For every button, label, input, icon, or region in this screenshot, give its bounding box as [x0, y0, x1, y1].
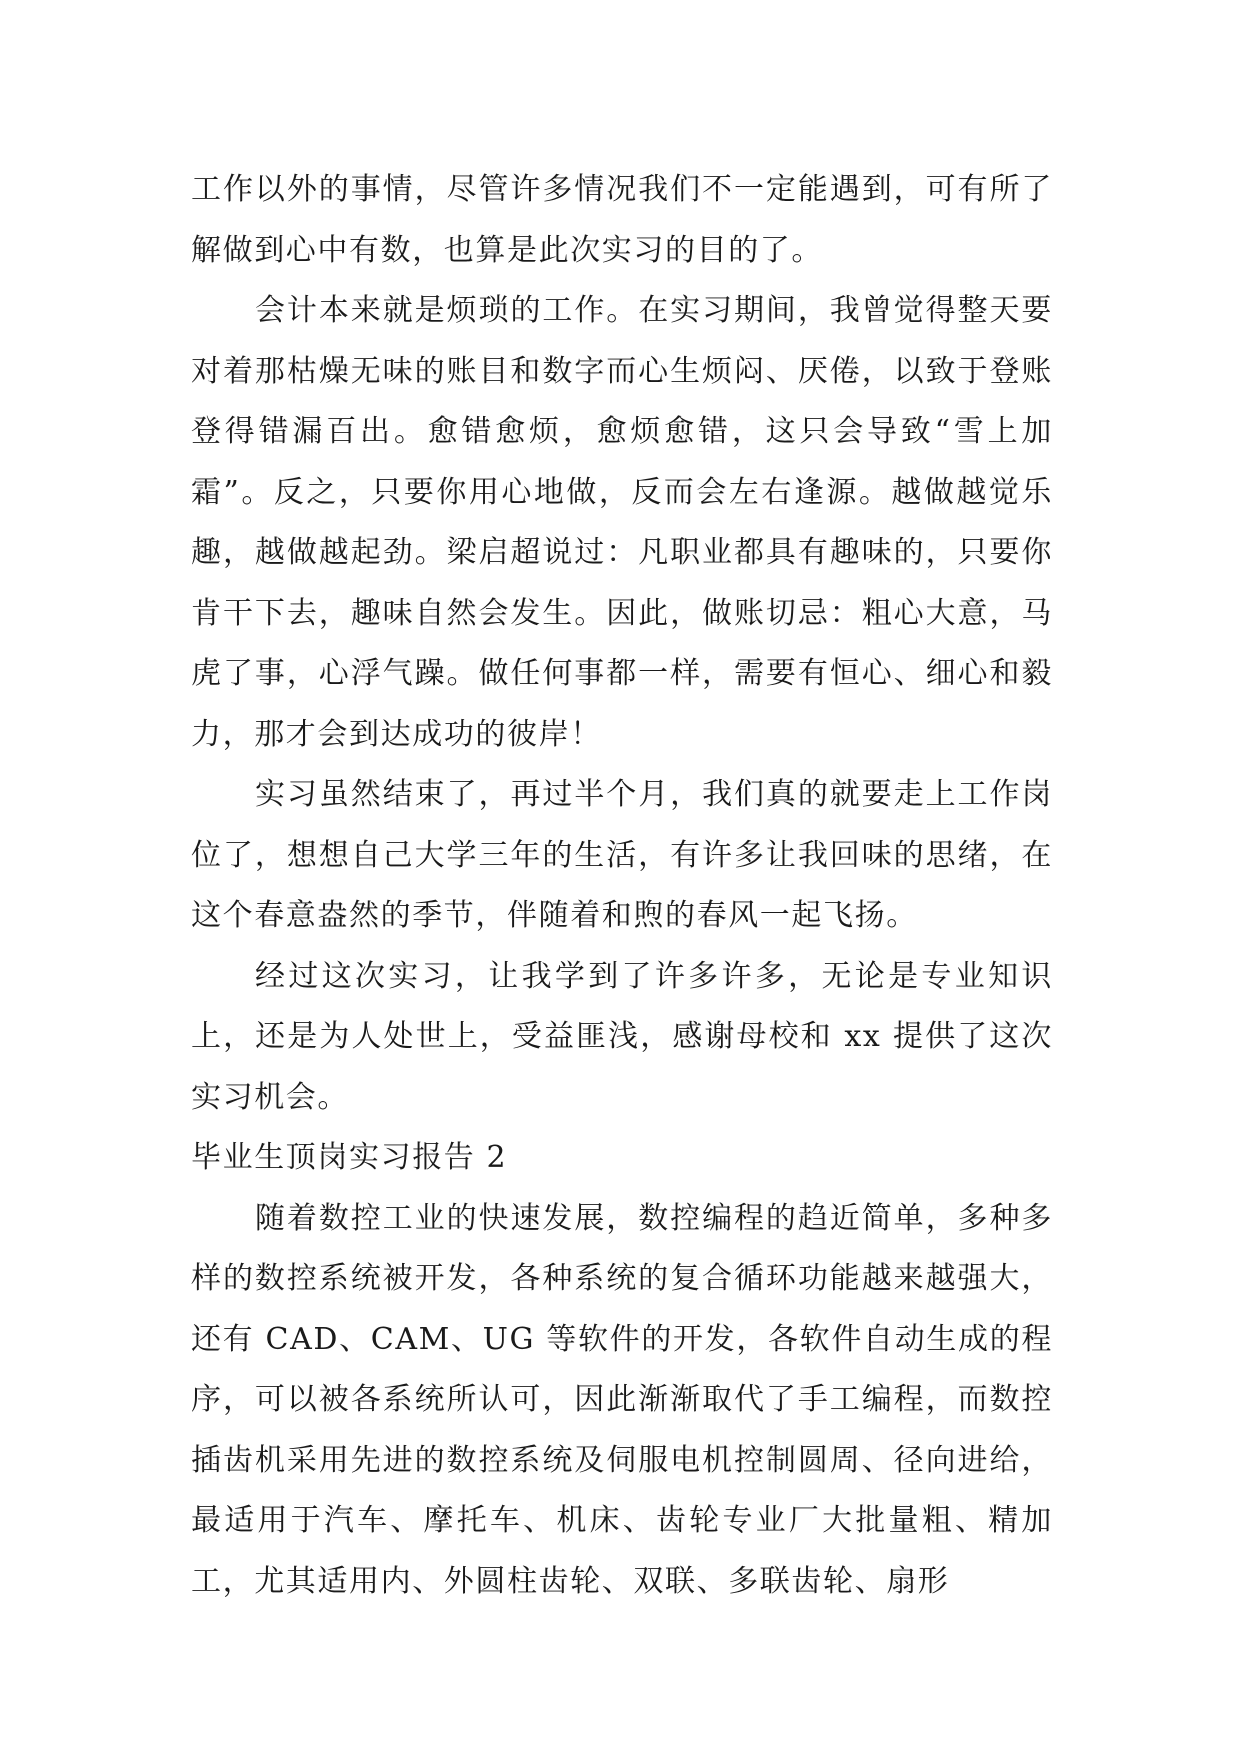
paragraph-accounting: 会计本来就是烦琐的工作。在实习期间，我曾觉得整天要对着那枯燥无味的账目和数字而心生烦闷、厌倦，以致于登账登得错漏百出。愈错愈烦，愈烦愈错，这只会导致“雪上加霜”。反之，只要你用心地做，反而会左右逢源。越做越觉乐趣，越做越起劲。梁启超说过：凡职业都具有趣味的，只要你肯干下去，趣味自然会发生。因此，做账切忌：粗心大意，马虎了事，心浮气躁。做任何事都一样，需要有恒心、细心和毅力，那才会到达成功的彼岸！ — [191, 293, 1053, 752]
paragraph-gratitude: 经过这次实习，让我学到了许多许多，无论是专业知识上，还是为人处世上，受益匪浅，感谢母校和 xx 提供了这次实习机会。 — [191, 958, 1053, 1115]
section-heading: 毕业生顶岗实习报告 2 — [191, 1140, 508, 1175]
paragraph-cnc: 随着数控工业的快速发展，数控编程的趋近简单，多种多样的数控系统被开发，各种系统的复合循环功能越来越强大，还有 CAD、CAM、UG 等软件的开发，各软件自动生成的程序，可以被各系统所认可，因此渐渐取代了手工编程，而数控插齿机采用先进的数控系统及伺服电机控制圆周、径向进给，最适用于汽车、摩托车、机床、齿轮专业厂大批量粗、精加工，尤其适用内、外圆柱齿轮、双联、多联齿轮、扇形 — [191, 1200, 1053, 1599]
paragraph-continued: 工作以外的事情，尽管许多情况我们不一定能遇到，可有所了解做到心中有数，也算是此次实习的目的了。 — [191, 172, 1053, 268]
document-body — [191, 160, 1053, 1612]
paragraph-internship-end: 实习虽然结束了，再过半个月，我们真的就要走上工作岗位了，想想自己大学三年的生活，有许多让我回味的思绪，在这个春意盎然的季节，伴随着和煦的春风一起飞扬。 — [191, 777, 1053, 933]
